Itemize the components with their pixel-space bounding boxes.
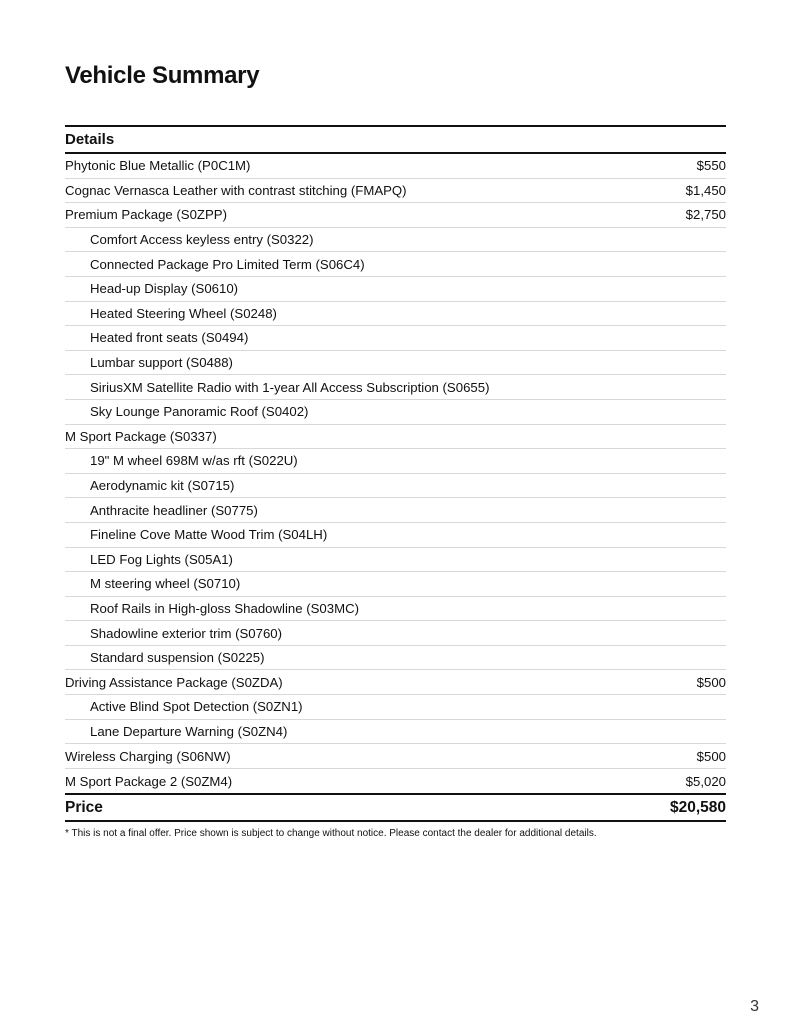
sub-item-row — [65, 351, 726, 376]
item-label: Heated Steering Wheel (S0248) — [90, 305, 277, 321]
line-item-row — [65, 769, 726, 794]
item-label: Lumbar support (S0488) — [90, 355, 233, 371]
item-label: Phytonic Blue Metallic (P0C1M) — [65, 158, 251, 174]
item-label: Fineline Cove Matte Wood Trim (S04LH) — [90, 527, 328, 543]
sub-item-row — [65, 572, 726, 597]
item-label: SiriusXM Satellite Radio with 1-year All Access Subscription (S0655) — [90, 379, 490, 395]
line-item-row — [65, 670, 726, 695]
item-label: Wireless Charging (S06NW) — [65, 748, 231, 764]
item-label: Aerodynamic kit (S0715) — [90, 478, 235, 494]
sub-item-row — [65, 449, 726, 474]
sub-item-row — [65, 277, 726, 302]
item-label: LED Fog Lights (S05A1) — [90, 551, 233, 567]
sub-item-row — [65, 720, 726, 745]
item-price: $5,020 — [685, 773, 726, 789]
item-label: Shadowline exterior trim (S0760) — [90, 625, 283, 641]
price-label: Price — [65, 798, 103, 816]
sub-item-row — [65, 326, 726, 351]
disclaimer: * This is not a final offer. Price shown is subject to change without notice. Please contact the dealer for additional details. — [65, 828, 597, 840]
details-header: Details — [65, 125, 726, 154]
sub-item-row — [65, 548, 726, 573]
line-item-row — [65, 425, 726, 450]
sub-item-row — [65, 400, 726, 425]
page-number: 3 — [750, 998, 759, 1015]
item-label: Head-up Display (S0610) — [90, 281, 239, 297]
line-item-row — [65, 154, 726, 179]
sub-item-row — [65, 375, 726, 400]
item-label: Active Blind Spot Detection (S0ZN1) — [90, 699, 303, 715]
item-label: Cognac Vernasca Leather with contrast stitching (FMAPQ) — [65, 182, 407, 198]
item-label: Anthracite headliner (S0775) — [90, 502, 258, 518]
item-label: 19" M wheel 698M w/as rft (S022U) — [90, 453, 298, 469]
sub-item-row — [65, 228, 726, 253]
item-label: Lane Departure Warning (S0ZN4) — [90, 723, 288, 739]
item-label: Premium Package (S0ZPP) — [65, 207, 227, 223]
vehicle-summary-table — [65, 125, 726, 839]
line-items — [65, 154, 726, 793]
sub-item-row — [65, 523, 726, 548]
sub-item-row — [65, 695, 726, 720]
sub-item-row — [65, 646, 726, 671]
item-price: $2,750 — [685, 207, 726, 223]
item-label: Connected Package Pro Limited Term (S06C4) — [90, 256, 365, 272]
item-price: $500 — [696, 674, 726, 690]
sub-item-row — [65, 252, 726, 277]
sub-item-row — [65, 597, 726, 622]
price-total-row — [65, 793, 726, 822]
line-item-row — [65, 744, 726, 769]
item-label: M Sport Package (S0337) — [65, 428, 217, 444]
page-title: Vehicle Summary — [65, 62, 260, 89]
sub-item-row — [65, 498, 726, 523]
item-label: Comfort Access keyless entry (S0322) — [90, 232, 314, 248]
item-label: Heated front seats (S0494) — [90, 330, 249, 346]
item-label: M steering wheel (S0710) — [90, 576, 241, 592]
item-label: Sky Lounge Panoramic Roof (S0402) — [90, 404, 309, 420]
item-label: Standard suspension (S0225) — [90, 650, 265, 666]
item-label: Driving Assistance Package (S0ZDA) — [65, 674, 283, 690]
item-price: $550 — [696, 158, 726, 174]
item-price: $500 — [696, 748, 726, 764]
line-item-row — [65, 203, 726, 228]
price-total: $20,580 — [669, 798, 726, 816]
item-label: M Sport Package 2 (S0ZM4) — [65, 773, 233, 789]
item-price: $1,450 — [685, 182, 726, 198]
line-item-row — [65, 179, 726, 204]
sub-item-row — [65, 621, 726, 646]
item-label: Roof Rails in High-gloss Shadowline (S03MC) — [90, 600, 359, 616]
sub-item-row — [65, 302, 726, 327]
sub-item-row — [65, 474, 726, 499]
